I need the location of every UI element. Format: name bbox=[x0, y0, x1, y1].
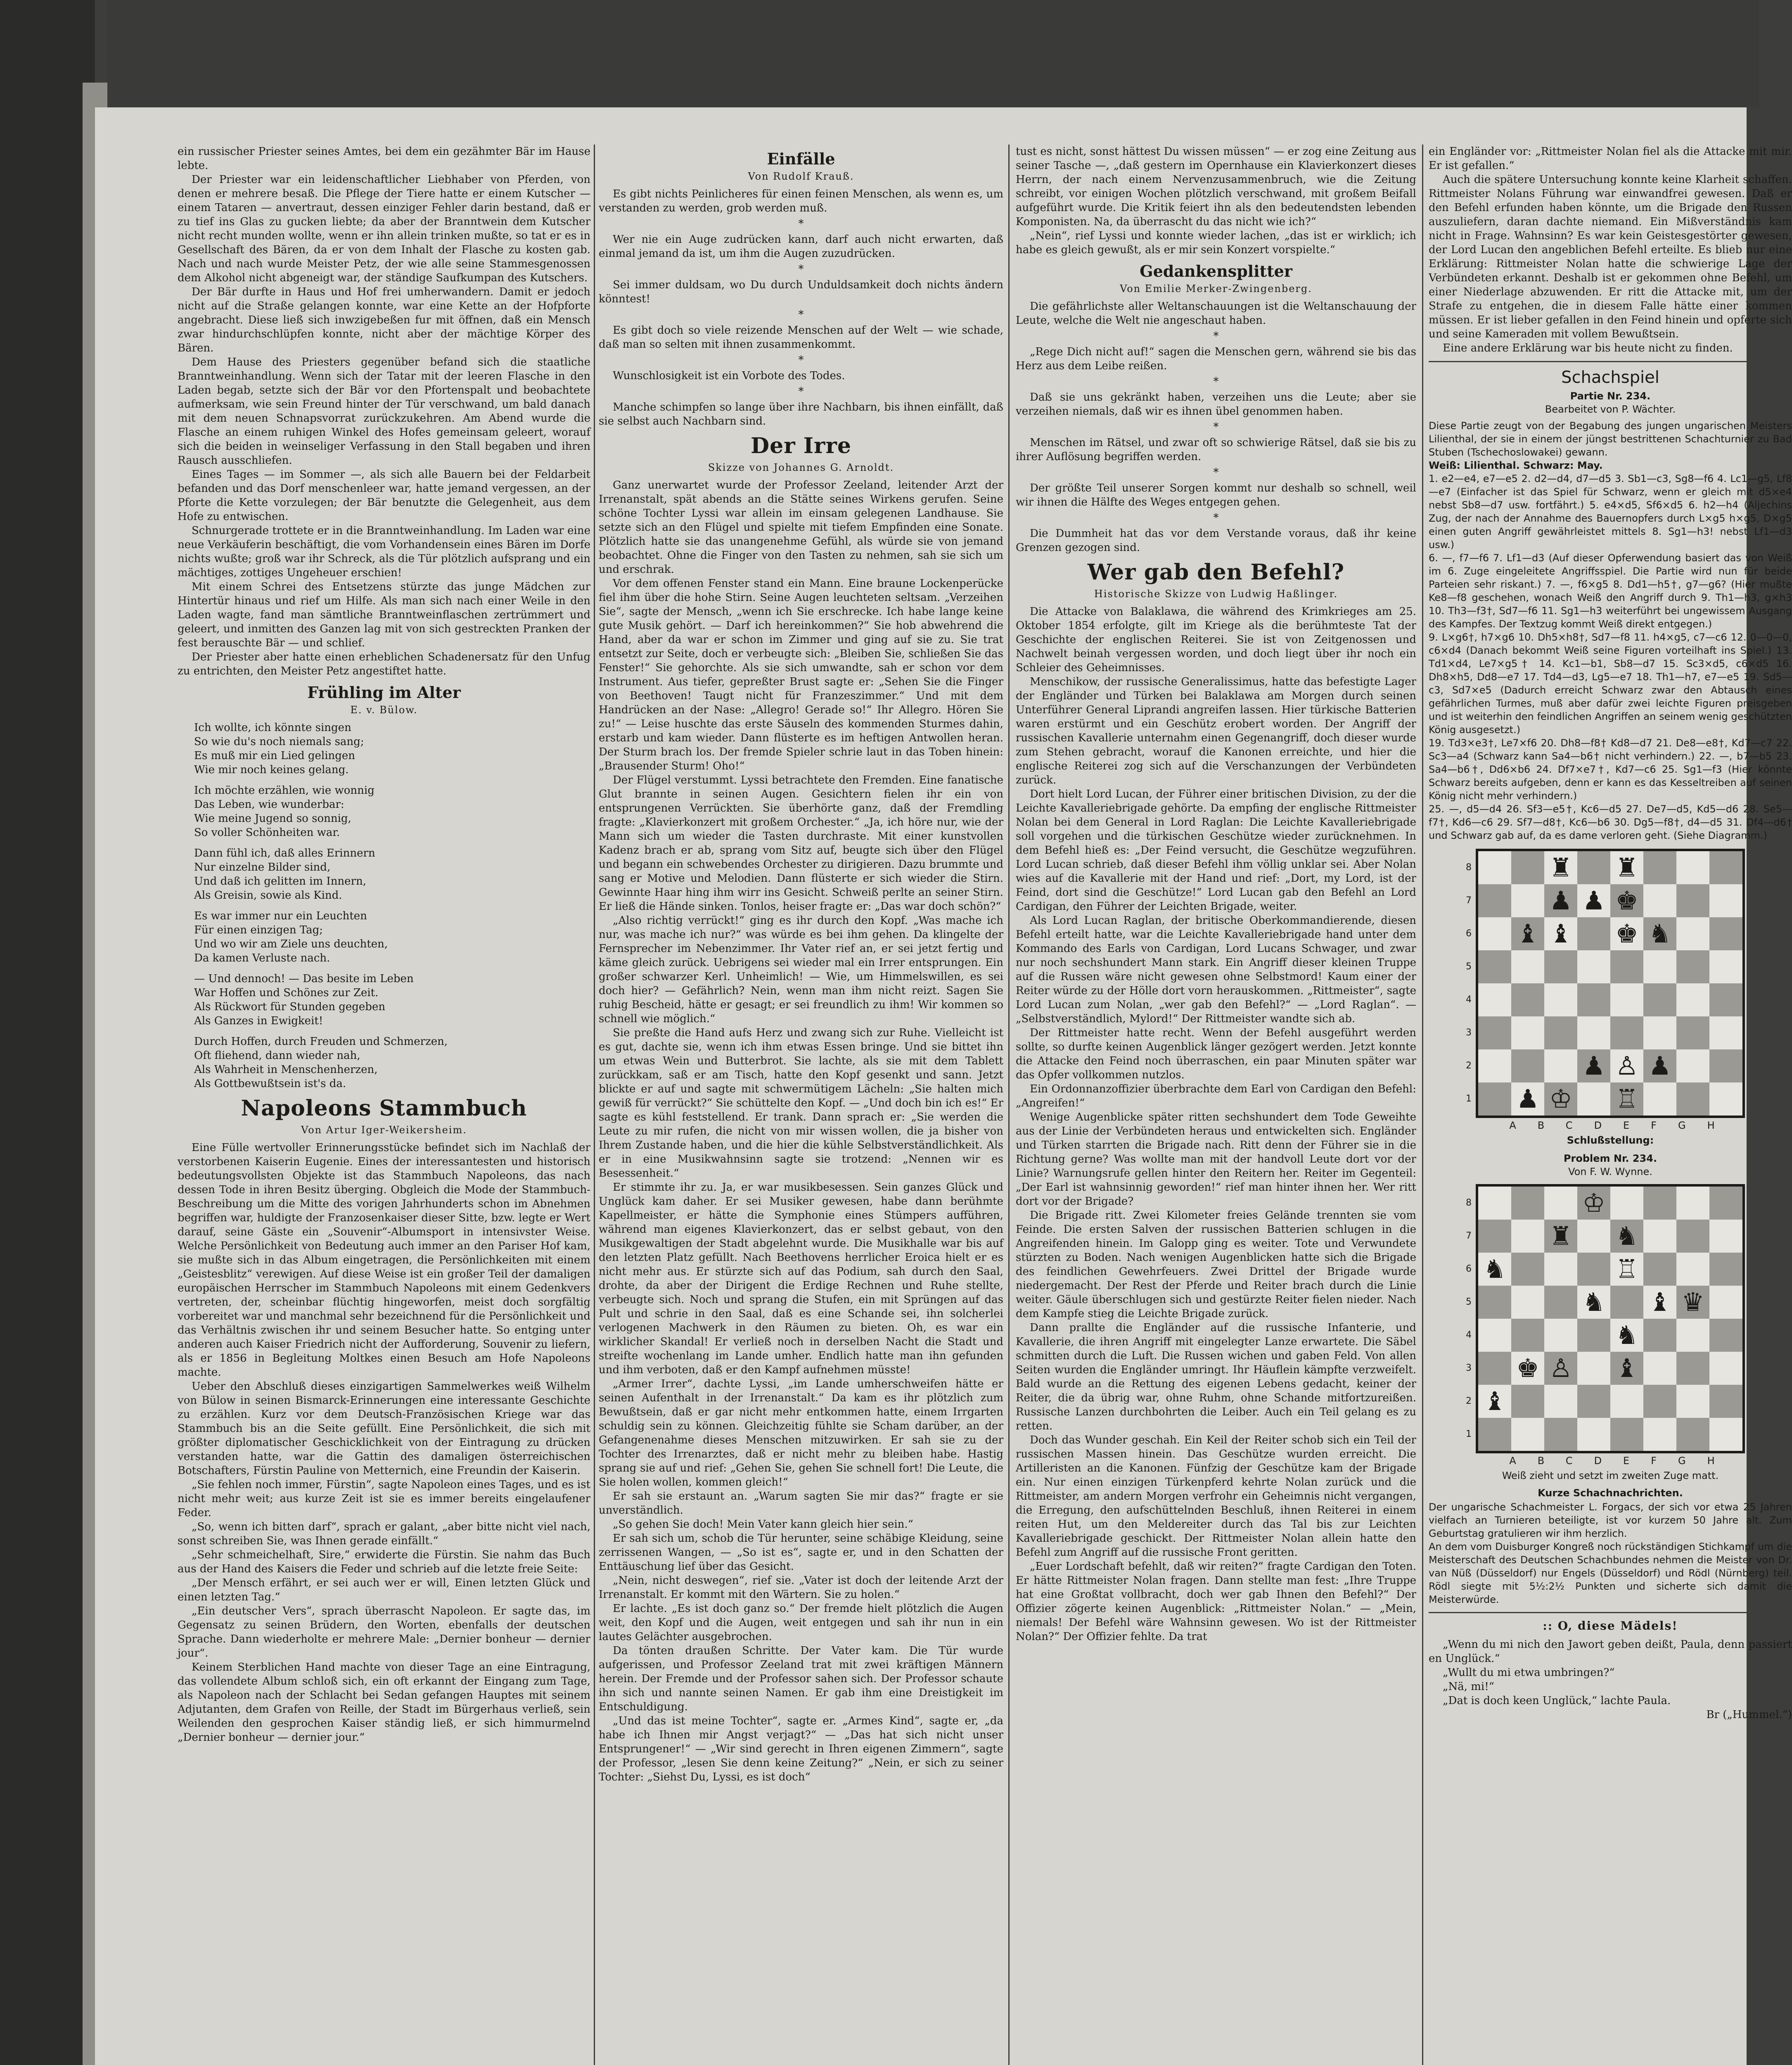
separator-star: * bbox=[1213, 466, 1219, 479]
board-square bbox=[1709, 1220, 1742, 1253]
chess-piece-icon: ♝ bbox=[1648, 1287, 1671, 1317]
board-square bbox=[1577, 950, 1610, 983]
board-square bbox=[1544, 1187, 1577, 1220]
article-author: Skizze von Johannes G. Arnoldt. bbox=[708, 462, 894, 473]
board-square bbox=[1577, 1385, 1610, 1418]
board-square bbox=[1511, 851, 1544, 884]
poem-line: Als Rückwort für Stunden gegeben bbox=[194, 1001, 386, 1013]
separator-star: * bbox=[1213, 330, 1219, 342]
article-author: Von Rudolf Krauß. bbox=[748, 171, 854, 182]
board-square bbox=[1478, 1016, 1511, 1049]
paragraph: „So, wenn ich bitten darf“, sprach er galant, „aber bitte nicht viel nach, sonst schreiben Sie, was Ihnen gerade einfällt.“ bbox=[178, 1521, 590, 1547]
board-square bbox=[1577, 1418, 1610, 1451]
paragraph: Wenige Augenblicke später ritten sechshundert dem Tode Geweihte aus der Linie der Verbündeten heraus und entwickelten sich. Engländer und Türken starrten die Brigade nach. Ritt denn der Führer sie in die Richtung gerne? Was wollte man mit der handvoll Leute dort vor der Linie? Warnungsrufe gellen hinter den Reitern her. Reiter im Gegenteil: „Der Earl ist wahnsinnig geworden!“ rief man hinter ihnen her. Wer ritt dort vor der Brigade? bbox=[1016, 1111, 1416, 1208]
game-editor: Bearbeitet von P. Wächter. bbox=[1545, 404, 1676, 415]
paragraph: Eine Fülle wertvoller Erinnerungsstücke befindet sich im Nachlaß der verstorbenen Kaiserin Eugenie. Eines der interessantesten und historisch bedeutungsvollsten Objekte ist das Stammbuch Napoleons, das nach dessen Tode in ihren Besitz überging. Obgleich die Mode der Stammbuch-Beschreibung um die Mitte des vorigen Jahrhunderts schon im Abnehmen begriffen war, huldigte der Franzosenkaiser dieser Sitte, bzw. legte er Wert darauf, seine Gäste ein „Souvenir“-Albumsport in intensivster Weise. Welche Persönlichkeit von Bedeutung auch immer an den Pariser Hof kam, sie mußte sich in das Album eingetragen, die Persönlichkeiten mit einem „Geistesblitz“ verewigen. Auf diese Weise ist ein großer Teil der damaligen europäischen Herrscher im Stammbuch Napoleons mit einem Gedenkvers vertreten, der, scheinbar flüchtig hingeworfen, meist doch sorgfältig vorbereitet war und manchmal sehr bezeichnend für die Persönlichkeit und das Verhältnis zwischen ihr und seinem Besucher hatte. So entging unter anderen auch Kaiser Friedrich nicht der Aufforderung, Souvenir zu liefern, als er 1856 in Begleitung Moltkes einen Besuch am Hofe Napoleons machte. bbox=[178, 1142, 590, 1379]
poem-line: War Hoffen und Schönes zur Zeit. bbox=[194, 987, 379, 999]
aphorism: Sei immer duldsam, wo Du durch Unduldsamkeit doch nichts ändern könntest! bbox=[599, 279, 1003, 305]
rank-label: 4 bbox=[1466, 1330, 1472, 1340]
board-square bbox=[1676, 1016, 1709, 1049]
paragraph: „Und das ist meine Tochter“, sagte er. „Armes Kind“, sagte er, „da habe ich Ihnen mir Angst verjagt?“ — „Das hat sich nicht unser Entsprungener!“ — „Wir sind gerecht in Ihren eigenen Zimmern“, sagte der Professor, „lesen Sie denn keine Zeitung?“ „Nein, er sich zu seiner Tochter: „Siehst Du, Lyssi, es ist doch“ bbox=[599, 1715, 1003, 1783]
game-intro: Diese Partie zeugt von der Begabung des jungen ungarischen Meisters Lilienthal, der sie in einem der jüngst bestrittenen Schachturnier zu Bad Stuben (Tschechoslowakei) gewann. bbox=[1429, 420, 1792, 458]
problem-author: Von F. W. Wynne. bbox=[1568, 1166, 1652, 1177]
board-square bbox=[1709, 1385, 1742, 1418]
rank-label: 1 bbox=[1466, 1094, 1472, 1104]
board-square bbox=[1511, 950, 1544, 983]
game-number: Partie Nr. 234. bbox=[1570, 390, 1651, 402]
board-square bbox=[1709, 1187, 1742, 1220]
poem-body bbox=[194, 721, 590, 1091]
chess-piece-icon: ♔ bbox=[1549, 1084, 1572, 1114]
article-title: Gedankensplitter bbox=[1140, 262, 1292, 280]
board-square bbox=[1643, 1253, 1676, 1286]
joke-source: Br („Hummel.“) bbox=[1706, 1709, 1792, 1721]
board-square bbox=[1511, 1319, 1544, 1352]
rank-label: 6 bbox=[1466, 1264, 1472, 1274]
chess-section-title: Schachspiel bbox=[1561, 368, 1659, 387]
poem-line: So wie du's noch niemals sang; bbox=[194, 736, 364, 748]
board-square bbox=[1478, 917, 1511, 950]
board-square bbox=[1577, 983, 1610, 1016]
board-square bbox=[1544, 1253, 1577, 1286]
board-square bbox=[1676, 917, 1709, 950]
board-square bbox=[1643, 1220, 1676, 1253]
stanza-break bbox=[194, 1028, 590, 1035]
board-square bbox=[1511, 1385, 1544, 1418]
poem-line: Und daß ich gelitten im Innern, bbox=[194, 875, 367, 888]
board-square bbox=[1544, 1385, 1577, 1418]
poem-line: Das Leben, wie wunderbar: bbox=[194, 798, 344, 811]
board-square bbox=[1709, 1418, 1742, 1451]
paragraph: Mit einem Schrei des Entsetzens stürzte das junge Mädchen zur Hintertür hinaus und rief um Hilfe. Als man sich nach einer Weile in den Laden wagte, fand man sämtliche Branntweinflaschen zertrümmert und geleert, und inmitten des Ganzen lag mit von sich gestreckten Pranken der fest berauschte Bär — und schlief. bbox=[178, 581, 590, 649]
paragraph: „Sehr schmeichelhaft, Sire,“ erwiderte die Fürstin. Sie nahm das Buch aus der Hand des Kaisers die Feder und schrieb auf die letzte freie Seite: bbox=[178, 1549, 590, 1575]
article-title: Einfälle bbox=[767, 150, 835, 168]
board-square bbox=[1478, 983, 1511, 1016]
board-square bbox=[1610, 1385, 1643, 1418]
board-square bbox=[1511, 1016, 1544, 1049]
game-players: Weiß: Lilienthal. Schwarz: May. bbox=[1429, 460, 1603, 471]
column-3 bbox=[1016, 145, 1416, 1644]
paragraph: Dann prallte die Engländer auf die russische Infanterie, und Kavallerie, die ihren Angriff mit eingelegter Lanze erwartete. Die Säbel schmitten durch die Luft. Die Russen wichen und gaben Feld. Von allen Seiten wurden die Engländer umringt. Ihr Häuflein kämpfte verzweifelt. Bald wurde an die Rettung des eigenen Lebens gedacht, keiner der Reiter, die da übrig war, ohne Ruhm, ohne Schande mitfortzureißen. Russische Lanzen durchbohrten die Leiber. Auch ein Teil gelang es zu retten. bbox=[1016, 1322, 1416, 1432]
rank-label: 3 bbox=[1466, 1028, 1472, 1038]
joke-line: „Wullt du mi etwa umbringen?“ bbox=[1443, 1666, 1615, 1679]
board-square bbox=[1709, 983, 1742, 1016]
poem-line: Als Ganzes in Ewigkeit! bbox=[194, 1015, 323, 1027]
section-rule bbox=[1429, 1612, 1792, 1613]
aphorism: Menschen im Rätsel, und zwar oft so schwierige Rätsel, daß sie bis zu ihrer Auflösung begriffen werden. bbox=[1016, 437, 1416, 463]
paragraph: Sie preßte die Hand aufs Herz und zwang sich zur Ruhe. Vielleicht ist es gut, dachte sie, wenn ich ihm etwas Essen bringe. Und sie bittet ihn um etwas Wein und Butterbrot. Sie lachte, als sie mit dem Tablett zurückkam, saß er am Tisch, hatte den Kopf gesenkt und sann. Jetzt blickte er auf und sagte mit schwermütigem Lächeln: „Sie halten mich gewiß für verrückt?“ Sie schüttelte den Kopf. — „Und doch bin ich es!“ Er sagte es kühl feststellend. Er trank. Dann sprach er: „Sie werden die Leute zu mir rufen, die nicht von mir wissen wollen, die ja bisher von Ihrem Zustande haben, und die hier die kühle Selbstverständlichkeit. Als er in eine Musikwahnsinn sagte sie trotzend: „Nennen wir es Besessenheit.“ bbox=[599, 1027, 1003, 1180]
problem-number: Problem Nr. 234. bbox=[1563, 1153, 1657, 1164]
poem-line: Ich möchte erzählen, wie wonnig bbox=[194, 784, 375, 797]
board-square bbox=[1676, 983, 1709, 1016]
paragraph: Ganz unerwartet wurde der Professor Zeeland, leitender Arzt der Irrenanstalt, spät abends an die Stätte seines Wirkens gerufen. Seine schöne Tochter Lyssi war allein im einsam gelegenen Landhause. Sie setzte sich an den Flügel und spielte mit tiefem Empfinden eine Sonate. Plötzlich hatte sie das unangenehme Gefühl, als würde sie von jemand beobachtet. Ohne die Finger von den Tasten zu nehmen, sah sie sich um und erschrak. bbox=[599, 479, 1003, 576]
poem-line: So voller Schönheiten war. bbox=[194, 826, 340, 839]
board-square bbox=[1610, 950, 1643, 983]
joke-line: „Nä, mi!“ bbox=[1443, 1680, 1494, 1693]
poem-line: Als Wahrheit in Menschenherzen, bbox=[194, 1063, 378, 1076]
paragraph: Der Priester war ein leidenschaftlicher Liebhaber von Pferden, von denen er mehrere besaß. Die Pflege der Tiere hatte er einem Kutscher — einem Tataren — anvertraut, dessen einziger Fehler darin bestand, daß er zu tief ins Glas zu gucken liebte; da aber der Branntwein dem Kutscher nicht recht munden wollte, wenn er ihn allein trinken mußte, so tat er es in Gesellschaft des Bären, da er von dem Inhalt der Flasche zu kosten gab. Nach und nach wurde Meister Petz, der wie alle seine Stammesgenossen dem Alkohol nicht abgeneigt war, der ständige Saufkumpan des Kutschers. bbox=[178, 173, 590, 284]
poem-line: — Und dennoch! — Das besite im Leben bbox=[194, 973, 414, 985]
board-square bbox=[1511, 1049, 1544, 1082]
board-square bbox=[1478, 1352, 1511, 1385]
chess-piece-icon: ♜ bbox=[1615, 852, 1638, 883]
paragraph: „Also richtig verrückt!“ ging es ihr durch den Kopf. „Was mache ich nur, was mache ich nur?“ was würde es bei ihm gehen. Da klingelte der Fernsprecher im Nebenzimmer. Ihr Vater rief an, er sei jetzt fertig und käme gleich zurück. Uebrigens sei wieder mal ein Irrer entsprungen. Ein großer schwarzer Kerl. Unheimlich! — Wie, um Himmelswillen, es sei doch hier? — Gefährlich? Nein, wenn man ihm nicht reizt. Sagen Sie ruhig Bescheid, hätte er gesagt; er sei freundlich zu ihm! Wir kommen so schnell wie möglich.“ bbox=[599, 914, 1003, 1025]
board-square bbox=[1577, 1016, 1610, 1049]
board-square bbox=[1511, 1220, 1544, 1253]
poem-line: Wie meine Jugend so sonnig, bbox=[194, 812, 351, 825]
board-square bbox=[1709, 884, 1742, 917]
column-1 bbox=[178, 145, 590, 1745]
board-square bbox=[1577, 1253, 1610, 1286]
board-square bbox=[1643, 1082, 1676, 1116]
board-square bbox=[1676, 1319, 1709, 1352]
board-square bbox=[1544, 1049, 1577, 1082]
chess-piece-icon: ♝ bbox=[1549, 919, 1572, 949]
paragraph: Schnurgerade trottete er in die Branntweinhandlung. Im Laden war eine neue Verkäuferin beschäftigt, die vom Vorhandensein eines Bären im Dorfe nichts wußte; groß war ihr Schreck, als die Tür plötzlich aufsprang und ein mächtiges, zottiges Ungeheuer erschien! bbox=[178, 525, 590, 579]
rank-label: 6 bbox=[1466, 928, 1472, 939]
paragraph: „Nein, nicht deswegen“, rief sie. „Vater ist doch der leitende Arzt der Irrenanstalt. Er kommt mit den Wärtern. Sie zu holen.“ bbox=[599, 1574, 1003, 1601]
column-2 bbox=[599, 145, 1003, 1784]
chess-piece-icon: ♙ bbox=[1615, 1051, 1638, 1081]
board-square bbox=[1643, 1385, 1676, 1418]
board-square bbox=[1511, 1187, 1544, 1220]
paragraph: Eine andere Erklärung war bis heute nicht zu finden. bbox=[1443, 342, 1733, 354]
paragraph: Doch das Wunder geschah. Ein Keil der Reiter schob sich ein Teil der russischen Massen hinein. Das Geschütze wurden erreicht. Die Artilleristen an die Kanonen. Fünfzig der Geschütze kam der Brigade ein. Nur einen einzigen Türkenpferd kehrte Nolan zurück und die Rittmeister, am andern Morgen verfrohr ein Geheimnis nicht vergangen, die Erregung, den aufschüttelnden Beschluß, ihnen Reiterei in einem reiten Hut, um den Meldereiter durch das Tal bis zur Leichten Kavalleriebrigade geschickt. Der Rittmeister Nolan allein hatte den Befehl zum Angriff auf die russische Front geritten. bbox=[1016, 1434, 1416, 1559]
paragraph: Vor dem offenen Fenster stand ein Mann. Eine braune Lockenperücke fiel ihm über die hohe Stirn. Seine Augen leuchteten seltsam. „Verzeihen Sie“, sagte der Mensch, „wenn ich Sie erschrecke. Ich habe lange keine gute Musik gehört. — Darf ich hereinkommen?“ Sie hob abwehrend die Hand, aber da war er schon im Zimmer und ging auf sie zu. Sie trat entsetzt zur Seite, doch er verbeugte sich: „Bleiben Sie, schließen Sie das Fenster!“ Sie gehorchte. Als sie sich umwandte, sah er schon vor dem Instrument. Aus tiefer, gepreßter Brust sagte er: „Sehen Sie die Finger von Beethoven! Taugt nicht für Franzeszimmer.“ Und mit dem Handrücken an der Nase: „Allegro! Gerade so!“ Ihr Allegro. Hören Sie zu!“ — Leise huschte das erste Säuseln des kommenden Sturmes dahin, erstarb und kam wieder. Dann flüsterte es im heftigen Antwollen heran. Der Sturm brach los. Der fremde Spieler schrie laut in das Toben hinein: „Brausender Sturm! Oho!“ bbox=[599, 577, 1003, 772]
paragraph: Keinem Sterblichen Hand machte von dieser Tage an eine Eintragung, das vollendete Album schloß sich, ein oft erkannt der Eingang zum Tage, als Napoleon nach der Schlacht bei Sedan gefangen Hauptes mit seinem Adjutanten, dem Grafen von Reille, der Stadt im Bürgerhaus verließ, sein Weilenden den gesprochen Kaiser ständig ließ, er sich himmurmelnd „Dernier bonheur — dernier jour.“ bbox=[178, 1661, 590, 1744]
column-rule bbox=[1008, 145, 1010, 2065]
aphorism: Die gefährlichste aller Weltanschauungen ist die Weltanschauung der Leute, welche die Welt nie angeschaut haben. bbox=[1016, 300, 1416, 327]
chess-piece-icon: ♙ bbox=[1549, 1353, 1572, 1383]
problem-task: Weiß zieht und setzt im zweiten Zuge matt. bbox=[1502, 1470, 1719, 1481]
diagram-caption: Schlußstellung: bbox=[1567, 1135, 1654, 1146]
board-square bbox=[1676, 884, 1709, 917]
board-square bbox=[1643, 1418, 1676, 1451]
board-square bbox=[1643, 983, 1676, 1016]
board-square bbox=[1643, 1352, 1676, 1385]
rank-labels bbox=[1466, 851, 1476, 1116]
stanza-break bbox=[194, 777, 590, 783]
stanza-break bbox=[194, 840, 590, 846]
column-rule bbox=[1422, 145, 1423, 2065]
poem-author: E. v. Bülow. bbox=[350, 704, 418, 716]
aphorism: Manche schimpfen so lange über ihre Nachbarn, bis ihnen einfällt, daß sie selbst auch Nachbarn sind. bbox=[599, 401, 1003, 427]
paragraph: ein russischer Priester seines Amtes, bei dem ein gezähmter Bär im Hause lebte. bbox=[178, 145, 590, 172]
rank-label: 1 bbox=[1466, 1429, 1472, 1439]
newspaper-page bbox=[95, 107, 1792, 2065]
chess-diagram-problem bbox=[1466, 1184, 1745, 1453]
board-square bbox=[1676, 851, 1709, 884]
game-moves: 19. Td3×e3†, Le7×f6 20. Dh8—f8† Kd8—d7 21. De8—e8†, Kd7—c7 22. Sc3—a4 (Schwarz kann Sa4—b6† nicht verhindern.) 22. —, b7—b5 23. Sa4—b6†, Dd6×b6 24. Df7×e7†, Kd7—c6 25. Sg1—f3 (Hier könnte Schwarz bereits aufgeben, denn er kann es das Kesseltreiben auf seinen König nicht mehr verhindern.) bbox=[1429, 737, 1792, 802]
rank-label: 4 bbox=[1466, 995, 1472, 1005]
rank-labels bbox=[1466, 1187, 1476, 1451]
separator-star: * bbox=[1213, 375, 1219, 388]
board-square bbox=[1709, 1286, 1742, 1319]
board-square bbox=[1676, 1385, 1709, 1418]
chess-piece-icon: ♛ bbox=[1681, 1287, 1704, 1317]
paragraph: Er lachte. „Es ist doch ganz so.“ Der fremde hielt plötzlich die Augen weit, den Kopf und die Augen, weit entgegen und sah ihr nun in ein lautes Gelächter ausgebrochen. bbox=[599, 1602, 1003, 1643]
chess-piece-icon: ♖ bbox=[1615, 1084, 1638, 1114]
poem-line: Und wo wir am Ziele uns deuchten, bbox=[194, 938, 388, 950]
poem-line: Als Gottbewußtsein ist's da. bbox=[194, 1078, 346, 1090]
paragraph: Da tönten draußen Schritte. Der Vater kam. Die Tür wurde aufgerissen, und Professor Zeeland trat mit zwei kräftigen Männern herein. Der Fremde und der Professor sahen sich. Der Professor schaute ihn sich und nannte seinen Namen. Er gab ihm eine Dreistigkeit im Entschuldigung. bbox=[599, 1645, 1003, 1713]
paragraph: „Sie fehlen noch immer, Fürstin“, sagte Napoleon eines Tages, und es ist nicht mehr weit; aus kurze Zeit ist sie es immer bereits eingelaufener Feder. bbox=[178, 1479, 590, 1519]
board-square bbox=[1643, 950, 1676, 983]
article-author: Von Artur Iger-Weikersheim. bbox=[301, 1124, 467, 1136]
board-square bbox=[1478, 1049, 1511, 1082]
chess-news: Der ungarische Schachmeister L. Forgacs, der sich vor etwa 25 Jahren vielfach an Turnieren beteiligte, ist vor kurzem 50 Jahre alt. Zum Geburtstag gratulieren wir ihm herzlich. bbox=[1429, 1501, 1792, 1539]
board-square bbox=[1676, 1049, 1709, 1082]
paragraph: Der Rittmeister hatte recht. Wenn der Befehl ausgeführt werden sollte, so durfte keinen Augenblick länger gezögert werden. Jetzt konnte die Attacke den Feind noch überraschen, ein paar Minuten später war das Opfer vollkommen nutzlos. bbox=[1016, 1027, 1416, 1081]
rank-label: 7 bbox=[1466, 1231, 1472, 1241]
board-square bbox=[1676, 1187, 1709, 1220]
paragraph: „Euer Lordschaft befehlt, daß wir reiten?“ fragte Cardigan den Toten. Er hätte Rittmeister Nolan fragen. Dann stellte man fest: „Ihre Truppe hat eine Großtat vollbracht, doch wer gab Ihnen den Befehl?“ Der Offizier zögerte keinen Augenblick: „Rittmeister Nolan.“ — „Mein, niemals! Der Befehl wäre Wahnsinn gewesen. Wo ist der Rittmeister Nolan?“ Der Offizier fehlte. Da trat bbox=[1016, 1560, 1416, 1643]
poem-line: Als Greisin, sowie als Kind. bbox=[194, 889, 342, 902]
poem-line: Für einen einzigen Tag; bbox=[194, 924, 323, 936]
joke-title: :: O, diese Mädels! bbox=[1543, 1619, 1678, 1633]
aphorism: Wunschlosigkeit ist ein Vorbote des Todes. bbox=[613, 370, 845, 382]
board-square bbox=[1709, 1253, 1742, 1286]
paragraph: Menschikow, der russische Generalissimus, hatte das befestigte Lager der Engländer und Türken bei Balaklawa am Morgen durch seinen Unterführer General Liprandi angreifen lassen. Hier türkische Batterien waren erstürmt und ein Geschütz erobert worden. Der Angriff der russischen Kavallerie unternahm einen Gegenangriff, doch dieser wurde zum Stehen gebracht, worauf die Kanonen erreichte, und hier die englische Reiterei zog sich auf die Verschanzungen der Verbündeten zurück. bbox=[1016, 676, 1416, 786]
board-square bbox=[1511, 983, 1544, 1016]
chess-diagram-final-position bbox=[1466, 849, 1745, 1118]
board-square bbox=[1709, 917, 1742, 950]
joke-line: „Dat is doch keen Unglück,“ lachte Paula. bbox=[1443, 1695, 1671, 1707]
board-square bbox=[1511, 1418, 1544, 1451]
chess-piece-icon: ♞ bbox=[1483, 1254, 1506, 1284]
chess-piece-icon: ♞ bbox=[1648, 919, 1671, 949]
aphorism: Es gibt doch so viele reizende Menschen auf der Welt — wie schade, daß man so selten mit ihnen zusammenkommt. bbox=[599, 324, 1003, 351]
chess-piece-icon: ♝ bbox=[1516, 919, 1539, 949]
paragraph: Der Flügel verstummt. Lyssi betrachtete den Fremden. Eine fanatische Glut brannte in seinen Augen. Gesichtern fielen ihr ein von entsprungenen Verrückten. Sie überhörte ganz, daß der Fremdling fragte: „Klavierkonzert mit großem Orchester.“ „Ja, ich höre nur, wie der Mann sich um wieder die Tasten durchraste. Mit einer kunstvollen Kadenz brach er ab, sprang vom Sitz auf, beugte sich über den Flügel und begann ein schwebendes Orchester zu dirigieren. Dazu brummte und sang er Motive und Melodien. Dann flüsterte er sich wieder die Stirn. Gewinnte Haar hing ihm wirr ins Gesicht. Schweiß perlte an seiner Stirn. Er ließ die Hände sinken. Tonlos, heiser fragte er: „Das war doch schön?“ bbox=[599, 774, 1003, 913]
separator-star: * bbox=[798, 354, 804, 366]
poem-line: Wie mir noch keines gelang. bbox=[194, 764, 349, 776]
board-square bbox=[1709, 950, 1742, 983]
chess-piece-icon: ♚ bbox=[1615, 885, 1638, 916]
paragraph: tust es nicht, sonst hättest Du wissen müssen“ — er zog eine Zeitung aus seiner Tasche —, „daß gestern im Opernhause ein Klavierkonzert dieses Herrn, der nach einem Nervenzusammenbruch, wie die Zeitung schreibt, vor einigen Wochen plötzlich verschwand, mit großem Beifall aufgeführt wurde. Die Kritik feiert ihn als den bedeutendsten lebenden Komponisten. Na, da überrascht du das nicht wie ich?“ bbox=[1016, 145, 1416, 228]
separator-star: * bbox=[1213, 512, 1219, 524]
column-rule bbox=[594, 145, 595, 2065]
chess-piece-icon: ♚ bbox=[1516, 1353, 1539, 1383]
poem-line: Ich wollte, ich könnte singen bbox=[194, 722, 351, 734]
top-margin bbox=[107, 0, 1759, 107]
chess-piece-icon: ♞ bbox=[1615, 1320, 1638, 1350]
paragraph: „Armer Irrer“, dachte Lyssi, „im Lande umherschweifen hätte er seinen Aufenthalt in der Irrenanstalt.“ Da kam es ihr plötzlich zum Bewußtsein, daß er gar nicht mehr entkommen hatte, einem Irrgarten schuldig sein zu können. Gleichzeitig fühlte sie Scham darüber, an der Gefangenenahme dieses Menschen mitzuwirken. Er sah sie zu der Tochter des Irrenarztes, daß er nicht mehr zu bleiben habe. Hastig sprang sie auf und rief: „Gehen Sie, gehen Sie schnell fort! Die Leute, die Sie holen wollen, kommen gleich!“ bbox=[599, 1378, 1003, 1488]
rank-label: 7 bbox=[1466, 895, 1472, 906]
column-4 bbox=[1429, 145, 1792, 1722]
board-square bbox=[1709, 1082, 1742, 1116]
paragraph: Ueber den Abschluß dieses einzigartigen Sammelwerkes weiß Wilhelm von Bülow in seinen Bismarck-Erinnerungen eine interessante Geschichte zu erzählen. Kurz vor dem Deutsch-Französischen Kriege war das Stammbuch bis an die Seite gefüllt. Eine Persönlichkeit, die sich mit größter diplomatischer Geschicklichkeit von der Eintragung zu drücken verstanden hatte, war die Gattin des damaligen österreichischen Botschafters, Fürstin Pauline von Metternich, eine Freundin der Kaiserin. bbox=[178, 1380, 590, 1477]
board-square bbox=[1511, 1253, 1544, 1286]
chess-piece-icon: ♞ bbox=[1615, 1221, 1638, 1251]
chess-piece-icon: ♜ bbox=[1549, 852, 1572, 883]
aphorism: „Rege Dich nicht auf!“ sagen die Menschen gern, während sie bis das Herz aus dem Leibe reißen. bbox=[1016, 346, 1416, 372]
paragraph: Die Brigade ritt. Zwei Kilometer freies Gelände trennten sie vom Feinde. Die ersten Salven der russischen Batterien schlugen in die Angreifenden hinein. Im Galopp ging es weiter. Tote und Verwundete stürzten zu Boden. Nach wenigen Augenblicken hatte sich die Brigade des feindlichen Gewehrfeuers. Zwei Drittel der Brigade wurde niedergemacht. Der Rest der Pferde und Reiter brach durch die Linie weiter. Gäule überschlugen sich und gestürzte Reiter fielen nieder. Nach dem Kampfe stieg die Leichte Brigade zurück. bbox=[1016, 1209, 1416, 1320]
paragraph: Auch die spätere Untersuchung konnte keine Klarheit schaffen. Rittmeister Nolans Führung war einwandfrei gewesen. Daß er den Befehl erfunden haben könnte, um die Brigade den Russen auszuliefern, daran dachte niemand. Ein Mißverständnis kam nicht in Frage. Wahnsinn? Es war kein Geistesgestörter gewesen, der Lord Lucan den angeblichen Befehl erteilte. Es blieb nur eine Erklärung: Rittmeister Nolan hatte die schwierige Lage der Verbündeten erkannt. Deshalb ist er gekommen ohne Befehl, um einer Niederlage abzuwenden. Er ritt die Attacke mit, um der Strafe zu entgehen, die in diesem Falle hätte einer kommen müssen. Er ist lieber gefallen in den Feind hinein und opferte sich und seine Kameraden mit vollem Bewußtsein. bbox=[1429, 173, 1792, 340]
board-square bbox=[1676, 1418, 1709, 1451]
board-square bbox=[1544, 1016, 1577, 1049]
rank-label: 2 bbox=[1466, 1396, 1472, 1406]
article-author: Historische Skizze von Ludwig Haßlinger. bbox=[1094, 588, 1338, 600]
board-square bbox=[1709, 1352, 1742, 1385]
paragraph: Eines Tages — im Sommer —, als sich alle Bauern bei der Feldarbeit befanden und das Dorf menschenleer war, hatte jemand vergessen, an der Pforte die Kette vorzulegen; der Bär benutzte die Gelegenheit, aus dem Hofe zu entwischen. bbox=[178, 468, 590, 523]
board-square bbox=[1478, 950, 1511, 983]
paragraph: Als Lord Lucan Raglan, der britische Oberkommandierende, diesen Befehl erteilt hatte, war die Leichte Kavalleriebrigade hand unter dem Kommando des Earls von Cardigan, Lord Lucans Schwager, und zwar nur noch sechshundert Mann stark. Ein Angriff dieser kleinen Truppe auf die Russen wäre nicht gewesen ohne Selbstmord! Kaum einer der Reiter würde zu der Hölle dort vorn herauskommen. „Rittmeister“, sagte Lord Lucan zum Nolan, „wer gab den Befehl?“ — „Lord Raglan“. — „Selbstverständlich, Mylord!“ Der Rittmeister wandte sich ab. bbox=[1016, 914, 1416, 1025]
chess-piece-icon: ♖ bbox=[1615, 1254, 1638, 1284]
board-square bbox=[1478, 1220, 1511, 1253]
board-square bbox=[1643, 1187, 1676, 1220]
chess-piece-icon: ♝ bbox=[1483, 1386, 1506, 1416]
aphorism: Daß sie uns gekränkt haben, verzeihen uns die Leute; aber sie verzeihen niemals, daß wir es ihnen übel genommen haben. bbox=[1016, 391, 1416, 418]
board-square bbox=[1478, 1082, 1511, 1116]
article-title: Wer gab den Befehl? bbox=[1087, 560, 1345, 585]
board-square bbox=[1610, 1286, 1643, 1319]
separator-star: * bbox=[798, 263, 804, 275]
board-square bbox=[1577, 1082, 1610, 1116]
separator-star: * bbox=[798, 218, 804, 230]
paragraph: „So gehen Sie doch! Mein Vater kann gleich hier sein.“ bbox=[613, 1518, 913, 1531]
paragraph: ein Engländer vor: „Rittmeister Nolan fiel als die Attacke mit mir. Er ist gefallen.“ bbox=[1429, 145, 1792, 172]
rank-label: 8 bbox=[1466, 862, 1472, 873]
board-square bbox=[1676, 1352, 1709, 1385]
section-rule bbox=[1429, 361, 1792, 362]
paragraph: „Nein“, rief Lyssi und konnte wieder lachen, „das ist er wirklich; ich habe es gleich gewußt, als er mir sein Konzert vorspielte.“ bbox=[1016, 230, 1416, 256]
paragraph: Dort hielt Lord Lucan, der Führer einer britischen Division, zu der die Leichte Kavalleriebrigade gehörte. Da empfing der englische Rittmeister Nolan bei dem General in Lord Raglan: Die Leichte Kavalleriebrigade soll vorgehen und die türkischen Geschütze wieder zurücknehmen. In dem Befehl hieß es: „Der Feind versucht, die Geschütze wegzuführen. Lord Lucan schrieb, daß dieser Befehl ihm völlig unklar sei. Aber Nolan wies auf die Kavallerie mit der Hand und rief: „Dort, my Lord, ist der Feind, dort sind die Geschütze!“ Lord Lucan gab den Befehl an Lord Cardigan, den Führer der Leichten Brigade, weiter. bbox=[1016, 788, 1416, 913]
paragraph: Er stimmte ihr zu. Ja, er war musikbesessen. Sein ganzes Glück und Unglück kam daher. Er sei Musiker gewesen, habe dann berühmte Kapellmeister, er hätte die Symphonie eines Stümpers aufführen, während man eigenes Klavierkonzert, das er selbst gebaut, von den Musikgewaltigen der Stadt abgelehnt wurde. Die Musikhalle war bis auf den letzten Platz gefüllt. Nach Beethovens herrlicher Eroica hielt er es nicht mehr aus. Er stürzte sich auf das Podium, sah durch den Saal, drohte, da aber der Dirigent die Erdige Rechnen und Ruhe stellte, verbeugte sich. Noch und sprang die Stufen, ein mit Sprüngen auf das Pult und schrie in den Saal, daß es eine Schande sei, ihn solcherlei verlogenen Machwerk in den Räumen zu bieten. Oh, es war ein wirklicher Skandal! Er verließ noch in derselben Nacht die Stadt und streifte wochenlang im Lande umher. Endlich hatte man ihn gefunden und ihm verboten, daß er den Kampf aufnehmen müsste! bbox=[599, 1181, 1003, 1376]
paragraph: Der Bär durfte in Haus und Hof frei umherwandern. Damit er jedoch nicht auf die Straße gelangen konnte, war eine Kette an der Hofpforte angebracht. Diese ließ sich inwzigebeßen fur mit öffnen, daß ein Mensch zwar hindurchschlüpfen konnte, nicht aber der mächtige Körper des Bären. bbox=[178, 286, 590, 354]
board-square bbox=[1478, 1418, 1511, 1451]
board-square bbox=[1577, 1220, 1610, 1253]
board-square bbox=[1643, 884, 1676, 917]
aphorism: Die Dummheit hat das vor dem Verstande voraus, daß ihr keine Grenzen gezogen sind. bbox=[1016, 527, 1416, 554]
board-square bbox=[1643, 851, 1676, 884]
separator-star: * bbox=[1213, 421, 1219, 433]
chess-piece-icon: ♟ bbox=[1648, 1051, 1671, 1081]
separator-star: * bbox=[798, 309, 804, 321]
board-square bbox=[1610, 1187, 1643, 1220]
paragraph: Der Priester aber hatte einen erheblichen Schadenersatz für den Unfug zu entrichten, den Meister Petz angestiftet hatte. bbox=[178, 651, 590, 677]
binding-shadow bbox=[0, 0, 95, 2065]
aphorism: Der größte Teil unserer Sorgen kommt nur deshalb so schnell, weil wir ihnen die Hälfte des Weges entgegen gehen. bbox=[1016, 482, 1416, 508]
poem-line: Dann fühl ich, daß alles Erinnern bbox=[194, 847, 375, 859]
aphorism: Es gibt nichts Peinlicheres für einen feinen Menschen, als wenn es, um verstanden zu werden, grob werden muß. bbox=[599, 188, 1003, 214]
file-labels: ABCDEFGH bbox=[1509, 1120, 1736, 1131]
board-square bbox=[1577, 1352, 1610, 1385]
board-square bbox=[1544, 1418, 1577, 1451]
board-square bbox=[1511, 1286, 1544, 1319]
poem-line: Es war immer nur ein Leuchten bbox=[194, 910, 367, 922]
rank-label: 5 bbox=[1466, 961, 1472, 972]
poem-title: Frühling im Alter bbox=[307, 683, 461, 702]
rank-label: 2 bbox=[1466, 1061, 1472, 1071]
stanza-break bbox=[194, 902, 590, 909]
chess-news-title: Kurze Schachnachrichten. bbox=[1538, 1487, 1683, 1499]
board-square bbox=[1478, 1286, 1511, 1319]
paragraph: Ein Ordonnanzoffizier überbrachte dem Earl von Cardigan den Befehl: „Angreifen!“ bbox=[1016, 1083, 1416, 1109]
stanza-break bbox=[194, 965, 590, 972]
chess-piece-icon: ♜ bbox=[1549, 1221, 1572, 1251]
file-labels: ABCDEFGH bbox=[1509, 1455, 1736, 1467]
aphorism: Wer nie ein Auge zudrücken kann, darf auch nicht erwarten, daß einmal jemand da ist, um ihm die Augen zuzudrücken. bbox=[599, 233, 1003, 260]
game-moves: 6. —, f7—f6 7. Lf1—d3 (Auf dieser Opferwendung basiert das von Weiß im 6. Zuge eingeleitete Angriffsspiel. Die Partie wird nun für beide Parteien sehr riskant.) 7. —, f6×g5 8. Dd1—h5†, g7—g6? (Hier mußte Ke8—f8 geschehen, wonach Weiß den Angriff durch 9. Th1—h3, g×h3 10. Th3—f3†, Sd7—f6 11. Sg1—h3 weiterführt bei ungewissem Ausgang des Kampfes. Der Textzug kommt Weiß direkt entgegen.) bbox=[1429, 552, 1792, 630]
board-square bbox=[1577, 1319, 1610, 1352]
chess-piece-icon: ♔ bbox=[1582, 1188, 1605, 1218]
board-square bbox=[1511, 884, 1544, 917]
paragraph: Er sah sich um, schob die Tür herunter, seine schäbige Kleidung, seine zerrissenen Wangen, — „So ist es“, sagte er, und in den Schatten der Enttäuschung lief über das Gesicht. bbox=[599, 1532, 1003, 1573]
board-square bbox=[1643, 1319, 1676, 1352]
article-title: Napoleons Stammbuch bbox=[241, 1096, 527, 1121]
rank-label: 3 bbox=[1466, 1363, 1472, 1373]
board-square bbox=[1709, 1016, 1742, 1049]
rank-label: 5 bbox=[1466, 1297, 1472, 1307]
paragraph: Die Attacke von Balaklawa, die während des Krimkrieges am 25. Oktober 1854 erfolgte, gilt im Kriege als die berühmteste Tat der Geschichte der englischen Reiterei. Sie ist von Zeitgenossen und Nachwelt beinah vergessen worden, und doch liegt über ihr noch ein Schleier des Geheimnisses. bbox=[1016, 605, 1416, 674]
poem-line: Es muß mir ein Lied gelingen bbox=[194, 750, 356, 762]
poem-line: Nur einzelne Bilder sind, bbox=[194, 861, 331, 873]
chess-piece-icon: ♟ bbox=[1516, 1084, 1539, 1114]
article-author: Von Emilie Merker-Zwingenberg. bbox=[1120, 283, 1312, 294]
board-square bbox=[1544, 950, 1577, 983]
board-square bbox=[1610, 1016, 1643, 1049]
chess-piece-icon: ♟ bbox=[1582, 1051, 1605, 1081]
board-square bbox=[1478, 851, 1511, 884]
board-square bbox=[1610, 983, 1643, 1016]
board-square bbox=[1676, 1253, 1709, 1286]
board-square bbox=[1709, 1319, 1742, 1352]
board-square bbox=[1478, 1319, 1511, 1352]
board-square bbox=[1544, 1319, 1577, 1352]
paragraph: Dem Hause des Priesters gegenüber befand sich die staatliche Branntweinhandlung. Wenn sich der Tatar mit der leeren Flasche in den Laden begab, setzte sich der Bär vor den Pfortenspalt und beobachtete aufmerksam, wie sein Freund hinter der Tür verschwand, um bald danach mit dem neuen Schnapsvorrat zurückzukehren. Am Abend wurde die Flasche an einem ruhigen Winkel des Hofes gemeinsam geleert, worauf sich die beiden in weinseliger Verfassung in den Stall begaben und ihren Rausch ausschliefen. bbox=[178, 356, 590, 467]
rank-label: 8 bbox=[1466, 1198, 1472, 1208]
game-moves: 25. —, d5—d4 26. Sf3—e5†, Kc6—d5 27. De7—d5, Kd5—d6 28. Se5—f7†, Kd6—c6 29. Sf7—d8†, Kc6—b6 30. Dg5—f8†, d4—d5 31. Df4—d6† und Schwarz gab auf, da es dame verloren geht. (Siehe Diagramm.) bbox=[1429, 803, 1792, 841]
chess-piece-icon: ♟ bbox=[1549, 885, 1572, 916]
game-moves: 1. e2—e4, e7—e5 2. d2—d4, d7—d5 3. Sb1—c3, Sg8—f6 4. Lc1—g5, Lf8—e7 (Einfacher ist das Spiel für Schwarz, wenn er gleich mit d5×e4 nebst Sb8—d7 usw. fortfährt.) 5. e4×d5, Sf6×d5 6. h2—h4 (Aljechins Zug, der nach der Annahme des Bauernopfers durch L×g5 h×g5, D×g5 einen guten Angriff gewährleistet mittels 8. Sg1—h3! nebst Lf1—d3 usw.) bbox=[1429, 473, 1792, 551]
board-square bbox=[1610, 1418, 1643, 1451]
separator-star: * bbox=[798, 385, 804, 398]
chess-news: An dem vom Duisburger Kongreß noch rückständigen Stichkampf um die Meisterschaft des Deutschen Schachbundes nehmen die Meister von Dr. van Nüß (Düsseldorf) nur Engels (Düsseldorf) und Rödl (Nürnberg) teil. Rödl siegte mit 5½:2½ Punkten und sicherte sich damit die Meisterwürde. bbox=[1429, 1541, 1792, 1605]
game-moves: 9. L×g6†, h7×g6 10. Dh5×h8†, Sd7—f8 11. h4×g5, c7—c6 12. 0—0—0, c6×d4 (Danach bekommt Weiß seine Figuren vorteilhaft ins Spiel.) 13. Td1×d4, Le7×g5† 14. Kc1—b1, Sb8—d7 15. Sc3×d5, c6×d5 16. Dh8×h5, Dd8—e7 17. Td4—d3, Lg5—e7 18. Th1—h7, e7—e5 19. Sd5—c3, Sd7×e5 (Dadurch erreicht Schwarz zwar den Abtausch eines gefährlichen Turmes, muß aber dafür zwei leichte Figuren preisgeben und ist weiterhin den feindlichen Angriffen an seinem wenig geschützten König ausgesetzt.) bbox=[1429, 631, 1792, 736]
board-square bbox=[1709, 851, 1742, 884]
board-square bbox=[1577, 851, 1610, 884]
board-square bbox=[1478, 1187, 1511, 1220]
chess-piece-icon: ♝ bbox=[1615, 1353, 1638, 1383]
poem-line: Da kamen Verluste nach. bbox=[194, 952, 330, 964]
chess-piece-icon: ♟ bbox=[1582, 885, 1605, 916]
board-square bbox=[1709, 1049, 1742, 1082]
paragraph: „Ein deutscher Vers“, sprach überrascht Napoleon. Er sagte das, im Gegensatz zu seinen Brüdern, den Worten, ebenfalls der deutschen Sprache. Dann wiederholte er mehrere Male: „Dernier bonheur — dernier jour“. bbox=[178, 1605, 590, 1659]
paragraph: „Der Mensch erfährt, er sei auch wer er will, Einen letzten Glück und einen letzten Tag.“ bbox=[178, 1577, 590, 1603]
board-square bbox=[1676, 1082, 1709, 1116]
board-square bbox=[1544, 983, 1577, 1016]
board-square bbox=[1577, 917, 1610, 950]
poem-line: Oft fliehend, dann wieder nah, bbox=[194, 1049, 360, 1062]
board-square bbox=[1544, 1286, 1577, 1319]
paragraph: Er sah sie erstaunt an. „Warum sagten Sie mir das?“ fragte er sie unverständlich. bbox=[599, 1490, 1003, 1517]
poem-line: Durch Hoffen, durch Freuden und Schmerzen, bbox=[194, 1035, 448, 1048]
joke-line: „Wenn du mi nich den Jawort geben deißt, Paula, denn passiert en Unglück.“ bbox=[1429, 1638, 1792, 1665]
board-square bbox=[1676, 1220, 1709, 1253]
article-title: Der Irre bbox=[751, 433, 851, 458]
board-square bbox=[1643, 1016, 1676, 1049]
board-square bbox=[1478, 884, 1511, 917]
chess-piece-icon: ♚ bbox=[1615, 919, 1638, 949]
board-square bbox=[1676, 950, 1709, 983]
chess-piece-icon: ♞ bbox=[1582, 1287, 1605, 1317]
